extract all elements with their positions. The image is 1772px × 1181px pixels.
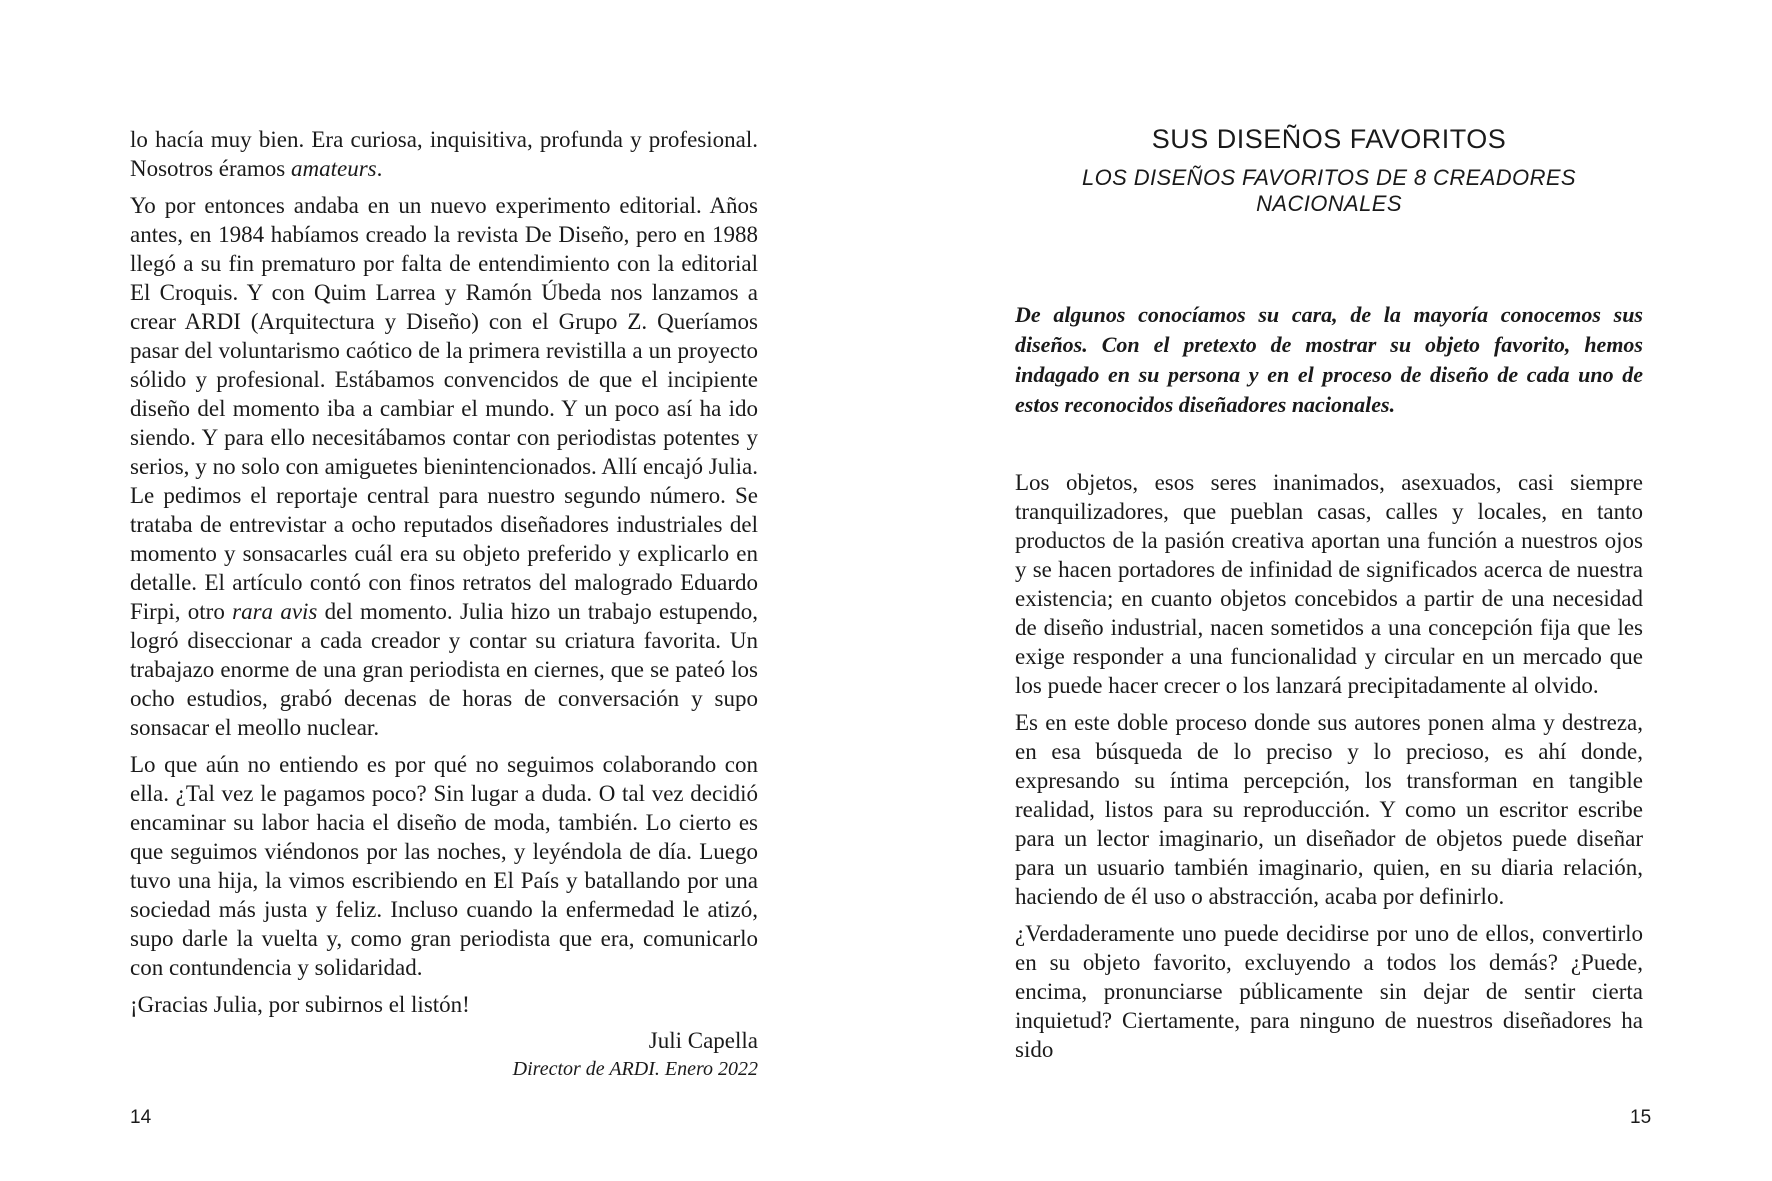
lead-paragraph: De algunos conocíamos su cara, de la mayoría conocemos sus diseños. Con el pretexto de mostrar su objeto favorito, hemos indagado en su persona y en el proceso de diseño de cada uno de estos reconocidos diseñadores nacionales.: [1015, 302, 1643, 417]
left-paragraph-4: ¡Gracias Julia, por subirnos el listón!: [130, 992, 470, 1017]
signature-name: Juli Capella: [648, 1028, 758, 1053]
left-paragraph-2-italic: rara avis: [232, 599, 318, 624]
left-paragraph-2-text-a: Yo por entonces andaba en un nuevo experimento editorial. Años antes, en 1984 habíamos creado la revista De Diseño, pero en 1988 llegó a su fin prematuro por falta de entendimiento con la editorial El Croquis. Y con Quim Larrea y Ramón Úbeda nos lanzamos a crear ARDI (Arquitectura y Diseño) con el Grupo Z. Queríamos pasar del voluntarismo caótico de la primera revistilla a un proyecto sólido y profesional. Estábamos convencidos de que el incipiente diseño del momento iba a cambiar el mundo. Y un poco así ha ido siendo. Y para ello necesitábamos contar con periodistas potentes y serios, y no solo con amiguetes bienintencionados. Allí encajó Julia. Le pedimos el reportaje central para nuestro segundo número. Se trataba de entrevistar a ocho reputados diseñadores industriales del momento y sonsacarles cuál era su objeto preferido y explicarlo en detalle. El artículo contó con finos retratos del malogrado Eduardo Firpi, otro: [130, 193, 758, 624]
left-paragraph-2: [130, 191, 758, 742]
page-number-right: 15: [1630, 1107, 1652, 1128]
left-paragraph-1-end: .: [376, 156, 383, 181]
left-paragraph-2-text-b: del momento. Julia hizo un trabajo estupendo, logró diseccionar a cada creador y contar su criatura favorita. Un trabajazo enorme de una gran periodista en ciernes, que se pateó los ocho estudios, grabó decenas de horas de conversación y supo sonsacar el meollo nuclear.: [130, 599, 759, 740]
signature-role: Director de ARDI. Enero 2022: [512, 1058, 758, 1080]
left-paragraph-1-italic: amateurs: [290, 156, 377, 181]
right-paragraph-2: Es en este doble proceso donde sus autores ponen alma y destreza, en esa búsqueda de lo preciso y lo precioso, es ahí donde, expresando su íntima percepción, los transforman en tangible realidad, listos para su reproducción. Y como un escritor escribe para un lector imaginario, un diseñador de objetos puede diseñar para un usuario también imaginario, quien, en su diaria relación, haciendo de él uso o abstracción, acaba por definirlo.: [1015, 710, 1643, 909]
right-paragraph-3: ¿Verdaderamente uno puede decidirse por uno de ellos, convertirlo en su objeto favorito, excluyendo a todos los demás? ¿Puede, encima, pronunciarse públicamente sin dejar de sentir cierta inquietud? Ciertamente, para ninguno de nuestros diseñadores ha sido: [1015, 921, 1643, 1062]
right-column: [1015, 468, 1643, 1072]
left-paragraph-3: Lo que aún no entiendo es por qué no seguimos colaborando con ella. ¿Tal vez le pagamos poco? Sin lugar a duda. O tal vez decidió encaminar su labor hacia el diseño de moda, también. Lo cierto es que seguimos viéndonos por las noches, y leyéndola de día. Luego tuvo una hija, la vimos escribiendo en El País y batallando por una sociedad más justa y feliz. Incluso cuando la enfermedad le atizó, supo darle la vuelta y, como gran periodista que era, comunicarlo con contundencia y solidaridad.: [130, 752, 758, 980]
signature: [130, 1026, 758, 1083]
left-column: [130, 125, 758, 1027]
page-number-left: 14: [130, 1107, 152, 1128]
section-title: SUS DISEÑOS FAVORITOS: [1151, 124, 1507, 154]
left-paragraph-1-text: lo hacía muy bien. Era curiosa, inquisitiva, profunda y profesional. Nosotros éramos: [130, 127, 758, 181]
right-paragraph-1: Los objetos, esos seres inanimados, asexuados, casi siempre tranquilizadores, que pueblan casas, calles y locales, en tanto productos de la pasión creativa aportan una función a nuestros ojos y se hacen portadores de infinidad de significados acerca de nuestra existencia; en cuanto objetos concebidos a partir de una necesidad de diseño industrial, nacen sometidos a una concepción fija que les exige responder a una funcionalidad y circular en un mercado que los puede hacer crecer o los lanzará precipitadamente al olvido.: [1015, 470, 1643, 698]
left-paragraph-1: [130, 125, 758, 183]
section-subtitle: LOS DISEÑOS FAVORITOS DE 8 CREADORES NACIONALES: [1081, 165, 1577, 216]
